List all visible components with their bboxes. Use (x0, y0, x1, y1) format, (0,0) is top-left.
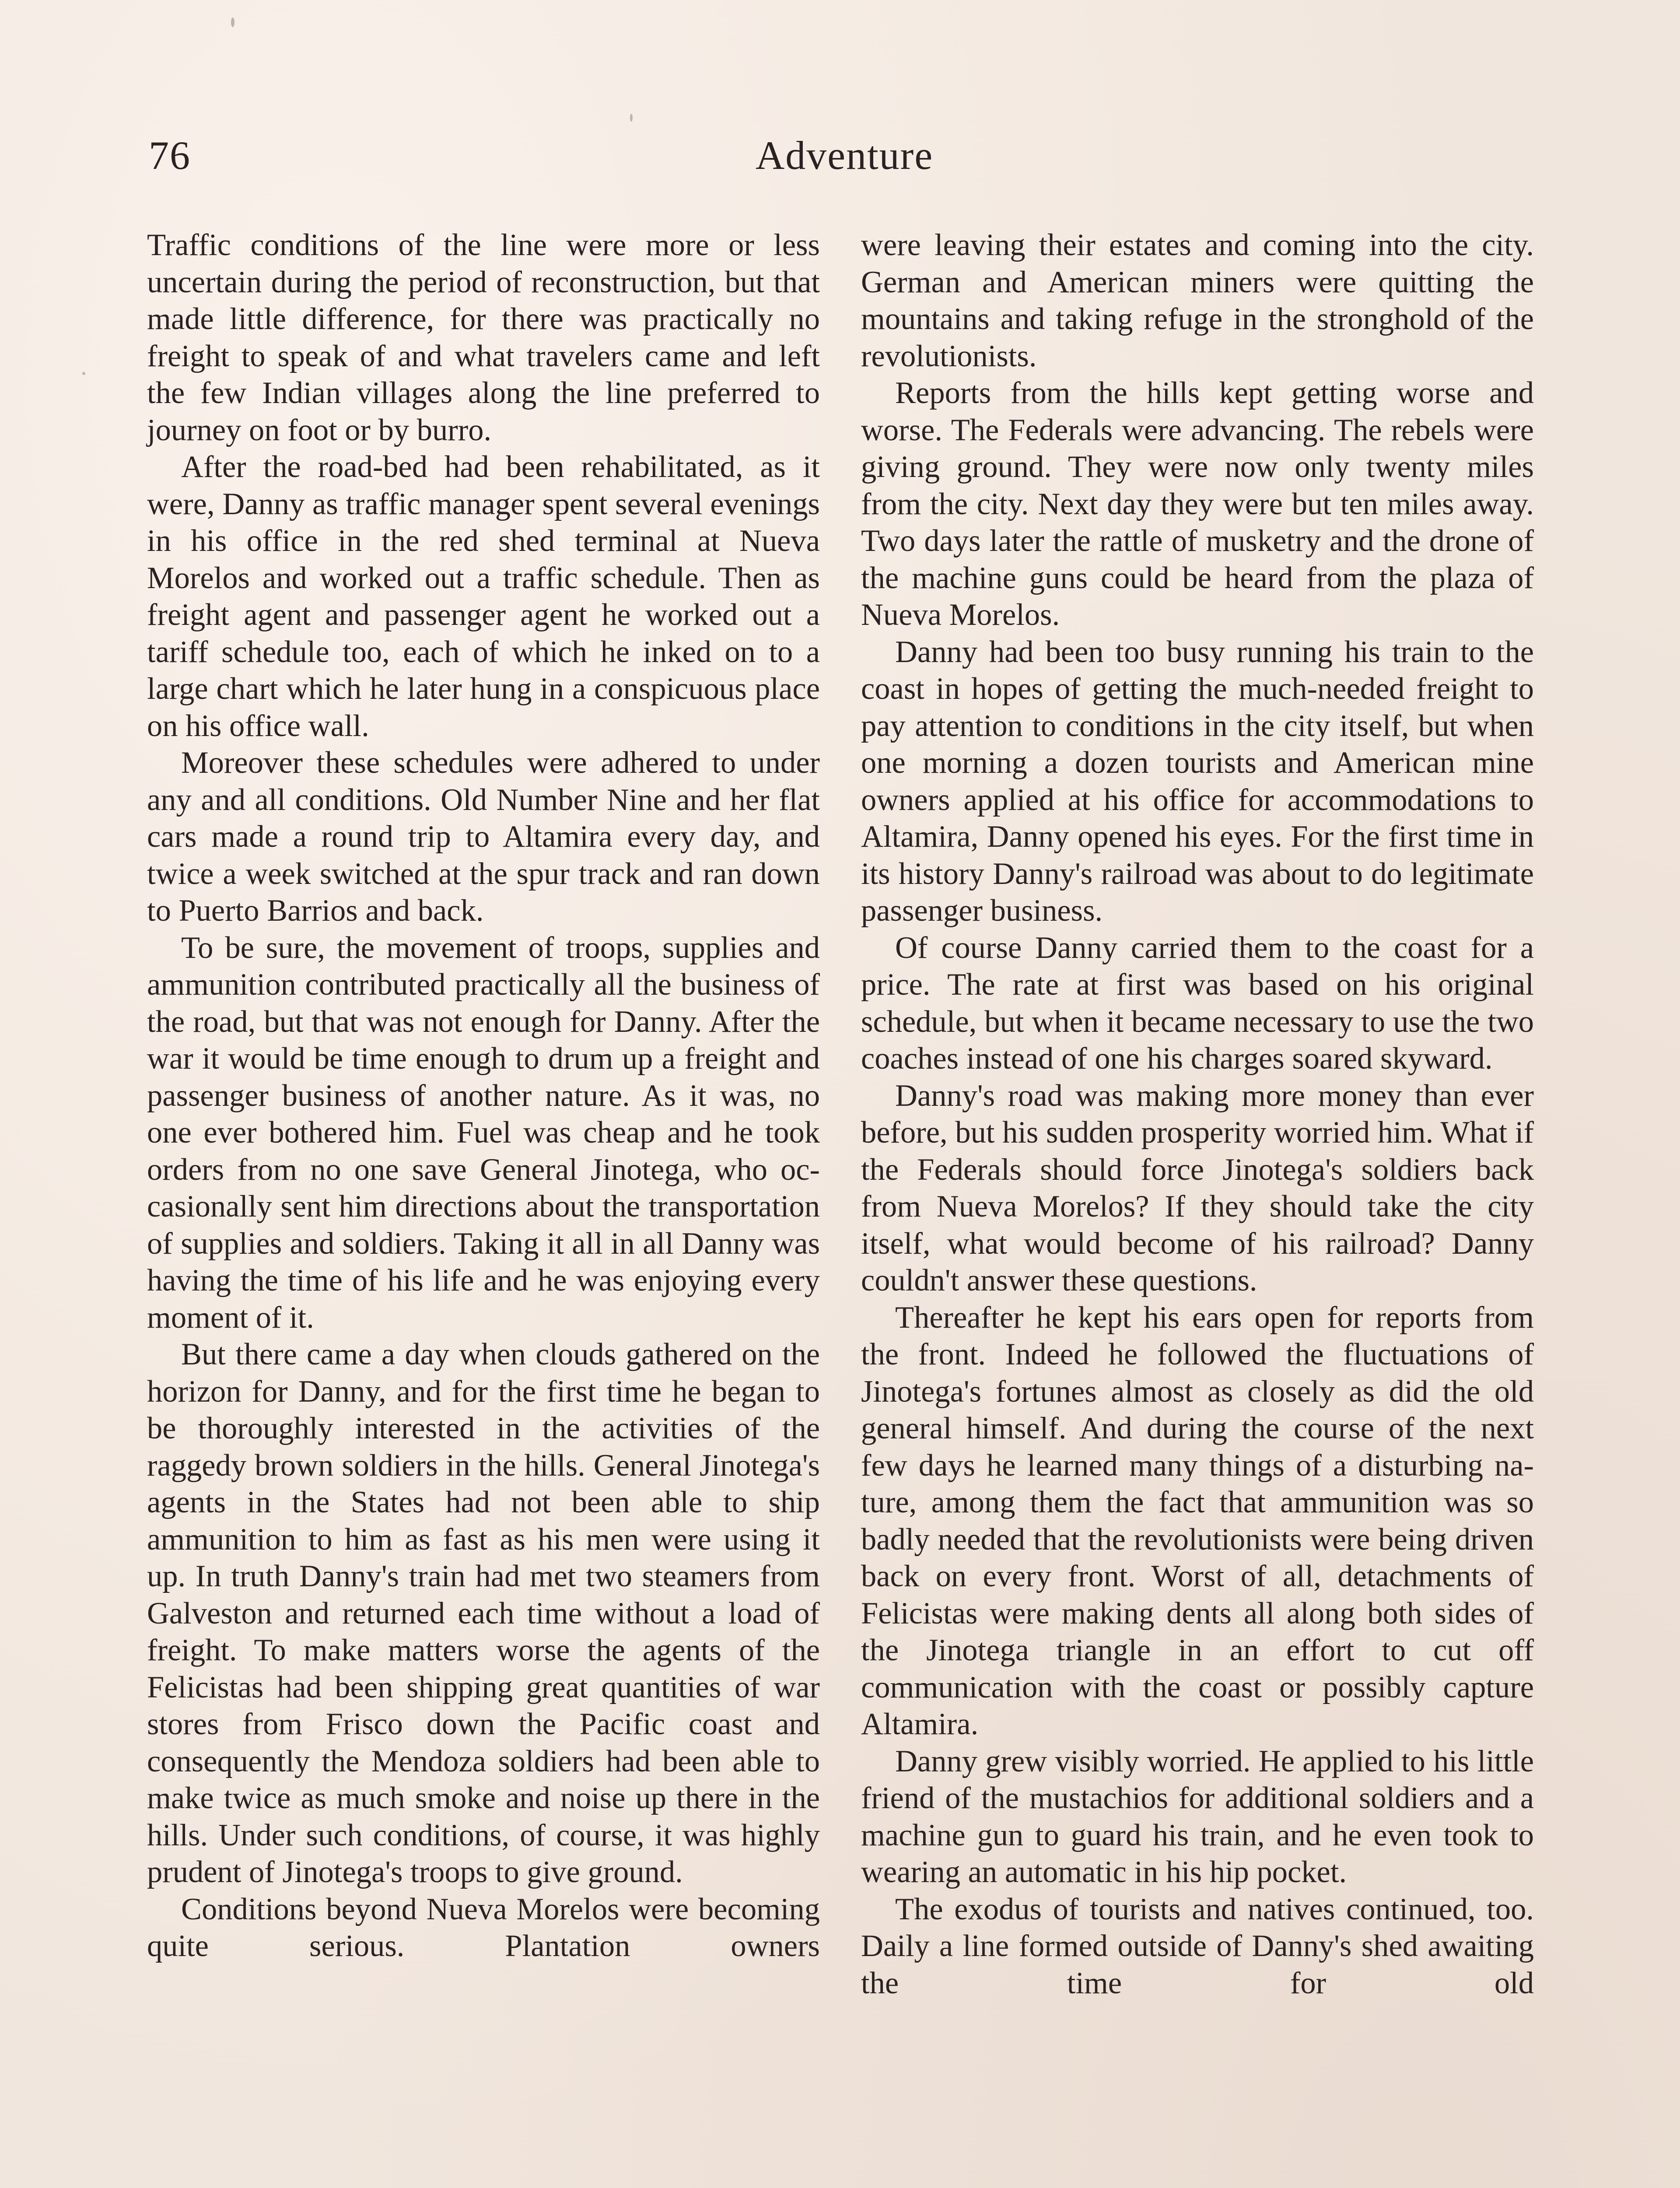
paragraph: were leaving their estates and coming into the city. German and American miners were quitting the mountains and taking refuge in the stronghold of the revolutionists. (861, 228, 1534, 373)
paragraph: After the road-bed had been rehabilitated, as it were, Danny as traffic manager spent several evenings in his office in the red shed terminal at Nueva Morelos and worked out a traffic schedule. Then as freight agent and passenger agent he worked out a tariff schedule too, each of which he inked on to a large chart which he later hung in a conspicuous place on his office wall. (147, 450, 820, 743)
right-column (861, 227, 1534, 2002)
paragraph: Moreover these schedules were adhered to under any and all conditions. Old Number Nine and her flat cars made a round trip to Altamira every day, and twice a week switched at the spur track and ran down to Puerto Barrios and back. (147, 746, 820, 928)
page-number: 76 (149, 133, 191, 178)
paragraph: But there came a day when clouds gathered on the horizon for Danny, and for the first time he began to be thoroughly interested in the activities of the raggedy brown soldiers in the hills. General Jinotega's agents in the States had not been able to ship ammunition to him as fast as his men were using it up. In truth Danny's train had met two steamers from Galveston and returned each time without a load of freight. To make matters worse the agents of the Felicistas had been shipping great quantities of war stores from Frisco down the Pacific coast and consequently the Mendoza soldiers had been able to make twice as much smoke and noise up there in the hills. Under such conditions, of course, it was highly prudent of Jinotega's troops to give ground. (147, 1337, 820, 1889)
paragraph: Reports from the hills kept getting worse and worse. The Federals were advancing. The rebels were giving ground. They were now only twenty miles from the city. Next day they were but ten miles away. Two days later the rattle of musketry and the drone of the machine guns could be heard from the plaza of Nueva Morelos. (861, 376, 1534, 632)
paragraph: To be sure, the movement of troops, supplies and ammunition contributed practically all the business of the road, but that was not enough for Danny. After the war it would be time enough to drum up a freight and passenger business of another nature. As it was, no one ever bothered him. Fuel was cheap and he took orders from no one save General Jinotega, who occasionally sent him directions about the transportation of supplies and soldiers. Taking it all in all Danny was having the time of his life and he was enjoying every moment of it. (147, 930, 820, 1335)
paragraph: Traffic conditions of the line were more or less uncertain during the period of reconstruction, but that made little difference, for there was practically no freight to speak of and what travelers came and left the few Indian villages along the line preferred to journey on foot or by burro. (147, 228, 820, 447)
running-head (149, 127, 1540, 184)
paragraph: Danny's road was making more money than ever before, but his sudden prosperity worried him. What if the Federals should force Jinotega's soldiers back from Nueva Morelos? If they should take the city itself, what would become of his railroad? Danny couldn't answer these questions. (861, 1078, 1534, 1297)
paragraph: The exodus of tourists and natives continued, too. Daily a line formed outside of Danny's shed awaiting the time for old (861, 1892, 1534, 2000)
paragraph: Danny had been too busy running his train to the coast in hopes of getting the much-needed freight to pay attention to conditions in the city itself, but when one morning a dozen tourists and American mine owners applied at his office for accommodations to Altamira, Danny opened his eyes. For the first time in its history Danny's railroad was about to do legitimate passenger business. (861, 635, 1534, 928)
paragraph: Of course Danny carried them to the coast for a price. The rate at first was based on his original schedule, but when it became necessary to use the two coaches instead of one his charges soared skyward. (861, 930, 1534, 1076)
paragraph: Danny grew visibly worried. He applied to his little friend of the mustachios for additional soldiers and a machine gun to guard his train, and he even took to wearing an automatic in his hip pocket. (861, 1744, 1534, 1889)
paragraph: Thereafter he kept his ears open for reports from the front. Indeed he followed the fluctuations of Jinotega's fortunes almost as closely as did the old general himself. And during the course of the next few days he learned many things of a disturbing nature, among them the fact that ammunition was so badly needed that the revolutionists were being driven back on every front. Worst of all, detachments of Felicistas were making dents all along both sides of the Jinotega triangle in an effort to cut off communication with the coast or possibly capture Altamira. (861, 1300, 1534, 1741)
paragraph: Conditions beyond Nueva Morelos were becoming quite serious. Plantation owners (147, 1892, 820, 1963)
left-column (147, 227, 820, 1965)
running-title: Adventure (755, 133, 934, 178)
paper-speck (231, 18, 234, 27)
paper-speck (82, 372, 85, 375)
paper-speck (630, 114, 633, 122)
